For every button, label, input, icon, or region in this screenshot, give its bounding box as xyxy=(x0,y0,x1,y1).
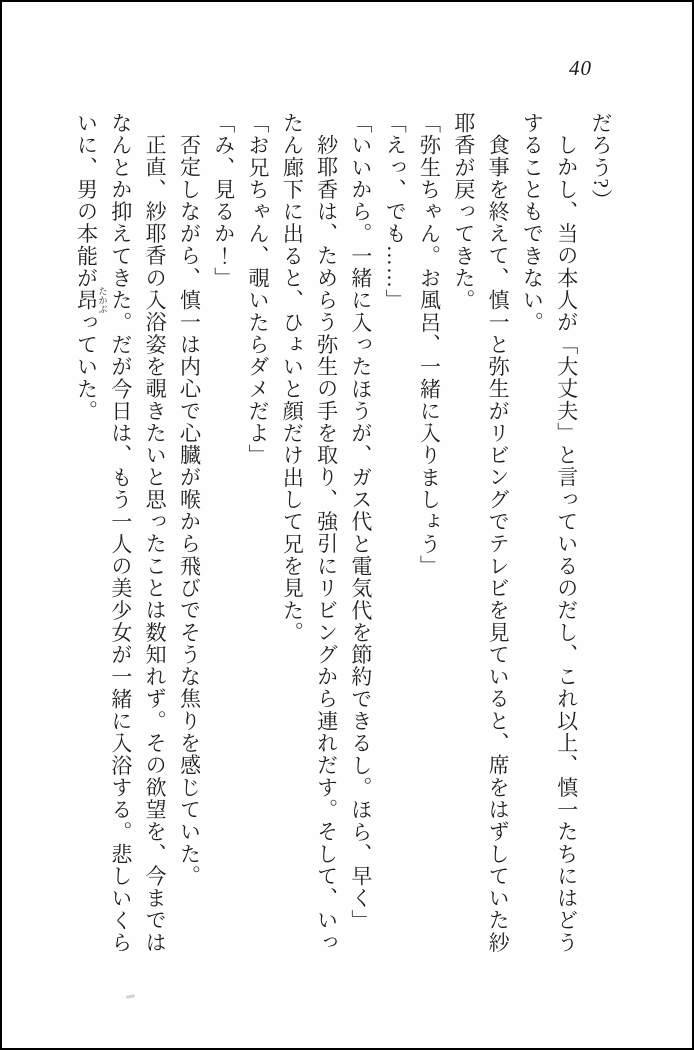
paragraph: 「えっ、でも……」 xyxy=(383,112,408,312)
paragraph: 正直、紗耶香の入浴姿を覗きたいと思ったことは数知れず。その欲望を、今まではなんとか抑えてきた。だが今日は、もう一人の美少女が一緒に入浴する。悲しいくらいに、男の本能が昂 たかぶっていた。 xyxy=(74,112,168,954)
paragraph: 否定しながら、慎一は内心で心臓が喉から飛びでそうな焦りを感じていた。 xyxy=(177,134,202,888)
ruby-annotation: 昂 たかぶ xyxy=(74,286,108,314)
paragraph: 「お兄ちゃん、覗いたらダメだよ」 xyxy=(246,112,271,467)
scan-artifact xyxy=(126,994,135,999)
paragraph: 紗耶香は、ためらう弥生の手を取り、強引にリビングから連れだす。そして、いったん廊下に出ると、ひょいと顔だけ出して兄を見た。 xyxy=(280,112,339,954)
paragraph: 「み、見るか！」 xyxy=(211,112,236,290)
paragraph: 「弥生ちゃん。お風呂、一緒に入りましょう」 xyxy=(417,112,442,578)
paragraph: だろう?） xyxy=(589,112,613,212)
vertical-text-block xyxy=(69,112,618,958)
page-number: 40 xyxy=(569,56,592,80)
paragraph: 「いいから。一緒に入ったほうが、ガス代と電気代を節約できるし。ほら、早く」 xyxy=(348,112,373,932)
paragraph: 食事を終えて、慎一と弥生がリビングでテレビを見ていると、席をはずしていた紗耶香が戻ってきた。 xyxy=(451,112,511,954)
paragraph: しかし、当の本人が「大丈夫」と言っているのだし、これ以上、慎一たちにはどうすることもできない。 xyxy=(520,112,579,954)
